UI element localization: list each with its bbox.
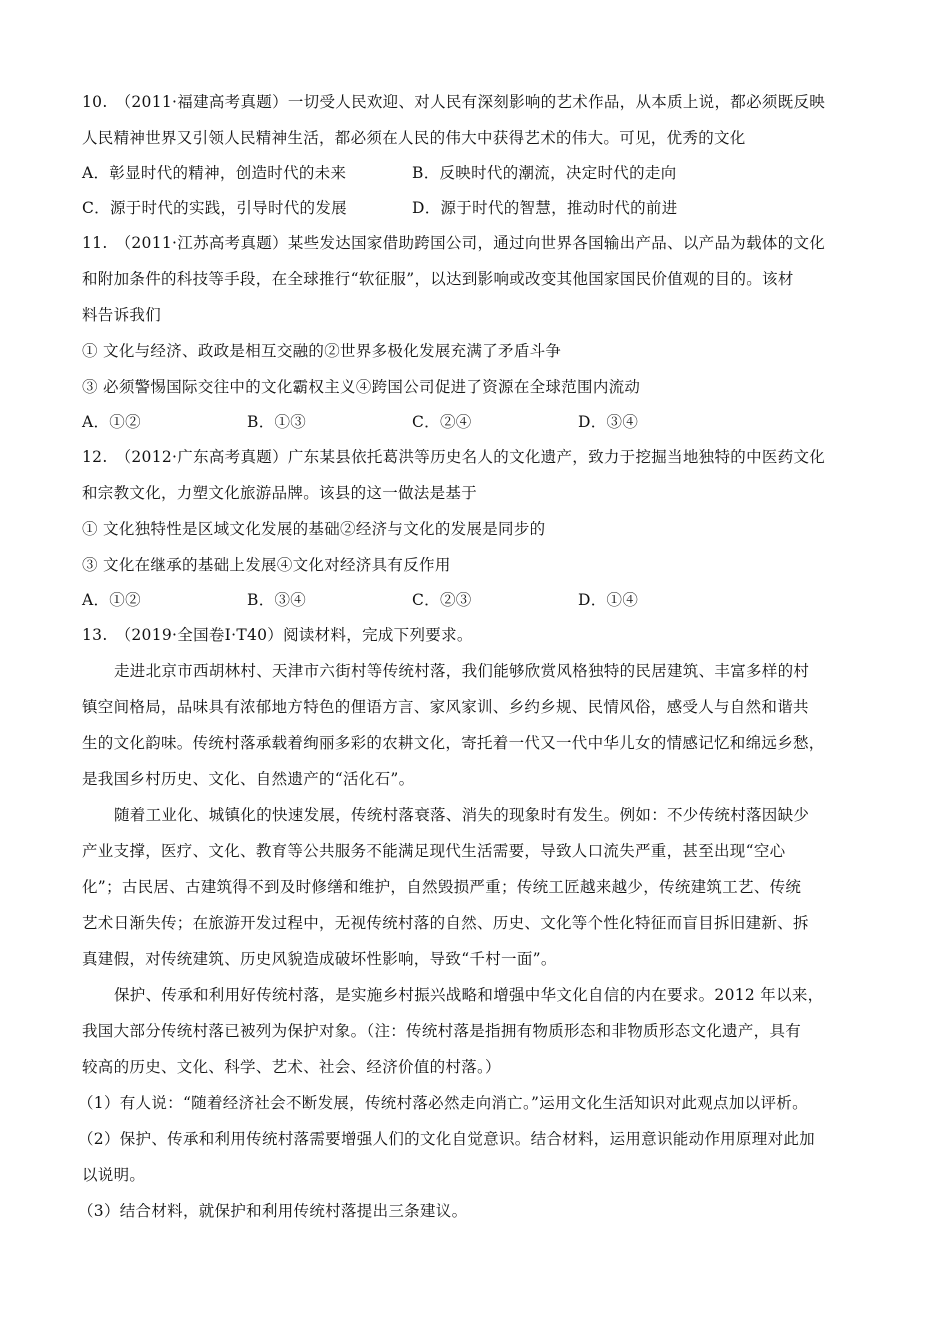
q12-statement-3-4: ③ 文化在继承的基础上发展④文化对经济具有反作用 xyxy=(82,556,451,574)
q12-line-1: 12. （2012·广东高考真题）广东某县依托葛洪等历史名人的文化遗产，致力于挖掘当地独特的中医药文化 xyxy=(82,448,826,466)
q13-sub-question-1: （1）有人说：“随着经济社会不断发展，传统村落必然走向消亡。”运用文化生活知识对此观点加以评析。 xyxy=(78,1094,808,1112)
q10-line-2: 人民精神世界又引领人民精神生活，都必须在人民的伟大中获得艺术的伟大。可见，优秀的文化 xyxy=(82,129,746,147)
q13-p1-line-1: 走进北京市西胡林村、天津市六街村等传统村落，我们能够欣赏风格独特的民居建筑、丰富多样的村 xyxy=(114,662,810,680)
q11-line-3: 料告诉我们 xyxy=(82,306,162,324)
q10-option-a: A．彰显时代的精神，创造时代的未来 xyxy=(82,164,347,182)
q13-sub-question-2-line-2: 以说明。 xyxy=(82,1166,146,1184)
q13-header: 13. （2019·全国卷Ⅰ·T40）阅读材料，完成下列要求。 xyxy=(82,626,473,644)
q13-sub-question-2-line-1: （2）保护、传承和利用传统村落需要增强人们的文化自觉意识。结合材料，运用意识能动作用原理对此加 xyxy=(78,1130,815,1148)
q13-p3-line-1: 保护、传承和利用好传统村落，是实施乡村振兴战略和增强中华文化自信的内在要求。2012 年以来， xyxy=(114,986,824,1004)
q10-line-1: 10. （2011·福建高考真题）一切受人民欢迎、对人民有深刻影响的艺术作品，从本质上说，都必须既反映 xyxy=(82,93,826,111)
q13-p2-line-3: 化”；古民居、古建筑得不到及时修缮和维护，自然毁损严重；传统工匠越来越少，传统建筑工艺、传统 xyxy=(82,878,802,896)
q13-p2-line-2: 产业支撑，医疗、文化、教育等公共服务不能满足现代生活需要，导致人口流失严重，甚至出现“空心 xyxy=(82,842,786,860)
q13-p3-line-3: 较高的历史、文化、科学、艺术、社会、经济价值的村落。） xyxy=(82,1058,501,1076)
q13-p2-line-5: 真建假，对传统建筑、历史风貌造成破坏性影响，导致“千村一面”。 xyxy=(82,950,557,968)
q10-option-c: C．源于时代的实践，引导时代的发展 xyxy=(82,199,347,217)
q13-p1-line-4: 是我国乡村历史、文化、自然遗产的“活化石”。 xyxy=(82,770,415,788)
q13-p3-line-2: 我国大部分传统村落已被列为保护对象。（注：传统村落是指拥有物质形态和非物质形态文化遗产，具有 xyxy=(82,1022,802,1040)
q12-option-b: B．③④ xyxy=(247,591,307,609)
q11-line-2: 和附加条件的科技等手段，在全球推行“软征服”，以达到影响或改变其他国家国民价值观的目的。该材 xyxy=(82,270,794,288)
q11-option-d: D．③④ xyxy=(578,413,639,431)
q11-option-a: A．①② xyxy=(82,413,141,431)
q13-p2-line-4: 艺术日渐失传；在旅游开发过程中，无视传统村落的自然、历史、文化等个性化特征而盲目拆旧建新、拆 xyxy=(82,914,809,932)
q12-option-a: A．①② xyxy=(82,591,141,609)
q11-statement-3-4: ③ 必须警惕国际交往中的文化霸权主义④跨国公司促进了资源在全球范围内流动 xyxy=(82,378,641,396)
q12-option-d: D．①④ xyxy=(578,591,639,609)
q13-p1-line-2: 镇空间格局，品味具有浓郁地方特色的俚语方言、家风家训、乡约乡规、民情风俗，感受人与自然和谐共 xyxy=(82,698,809,716)
q13-p2-line-1: 随着工业化、城镇化的快速发展，传统村落衰落、消失的现象时有发生。例如：不少传统村落因缺少 xyxy=(114,806,810,824)
q11-statement-1-2: ① 文化与经济、政政是相互交融的②世界多极化发展充满了矛盾斗争 xyxy=(82,342,562,360)
q12-statement-1-2: ① 文化独特性是区域文化发展的基础②经济与文化的发展是同步的 xyxy=(82,520,546,538)
q13-sub-question-3: （3）结合材料，就保护和利用传统村落提出三条建议。 xyxy=(78,1202,468,1220)
q10-option-d: D．源于时代的智慧，推动时代的前进 xyxy=(412,199,678,217)
q12-line-2: 和宗教文化，力塑文化旅游品牌。该县的这一做法是基于 xyxy=(82,484,478,502)
q12-option-c: C．②③ xyxy=(412,591,472,609)
q10-option-b: B．反映时代的潮流，决定时代的走向 xyxy=(412,164,677,182)
q11-option-b: B．①③ xyxy=(247,413,307,431)
q13-p1-line-3: 生的文化韵味。传统村落承载着绚丽多彩的农耕文化，寄托着一代又一代中华儿女的情感记忆和绵远乡愁， xyxy=(82,734,825,752)
q11-option-c: C．②④ xyxy=(412,413,472,431)
q11-line-1: 11. （2011·江苏高考真题）某些发达国家借助跨国公司，通过向世界各国输出产品、以产品为载体的文化 xyxy=(82,234,826,252)
